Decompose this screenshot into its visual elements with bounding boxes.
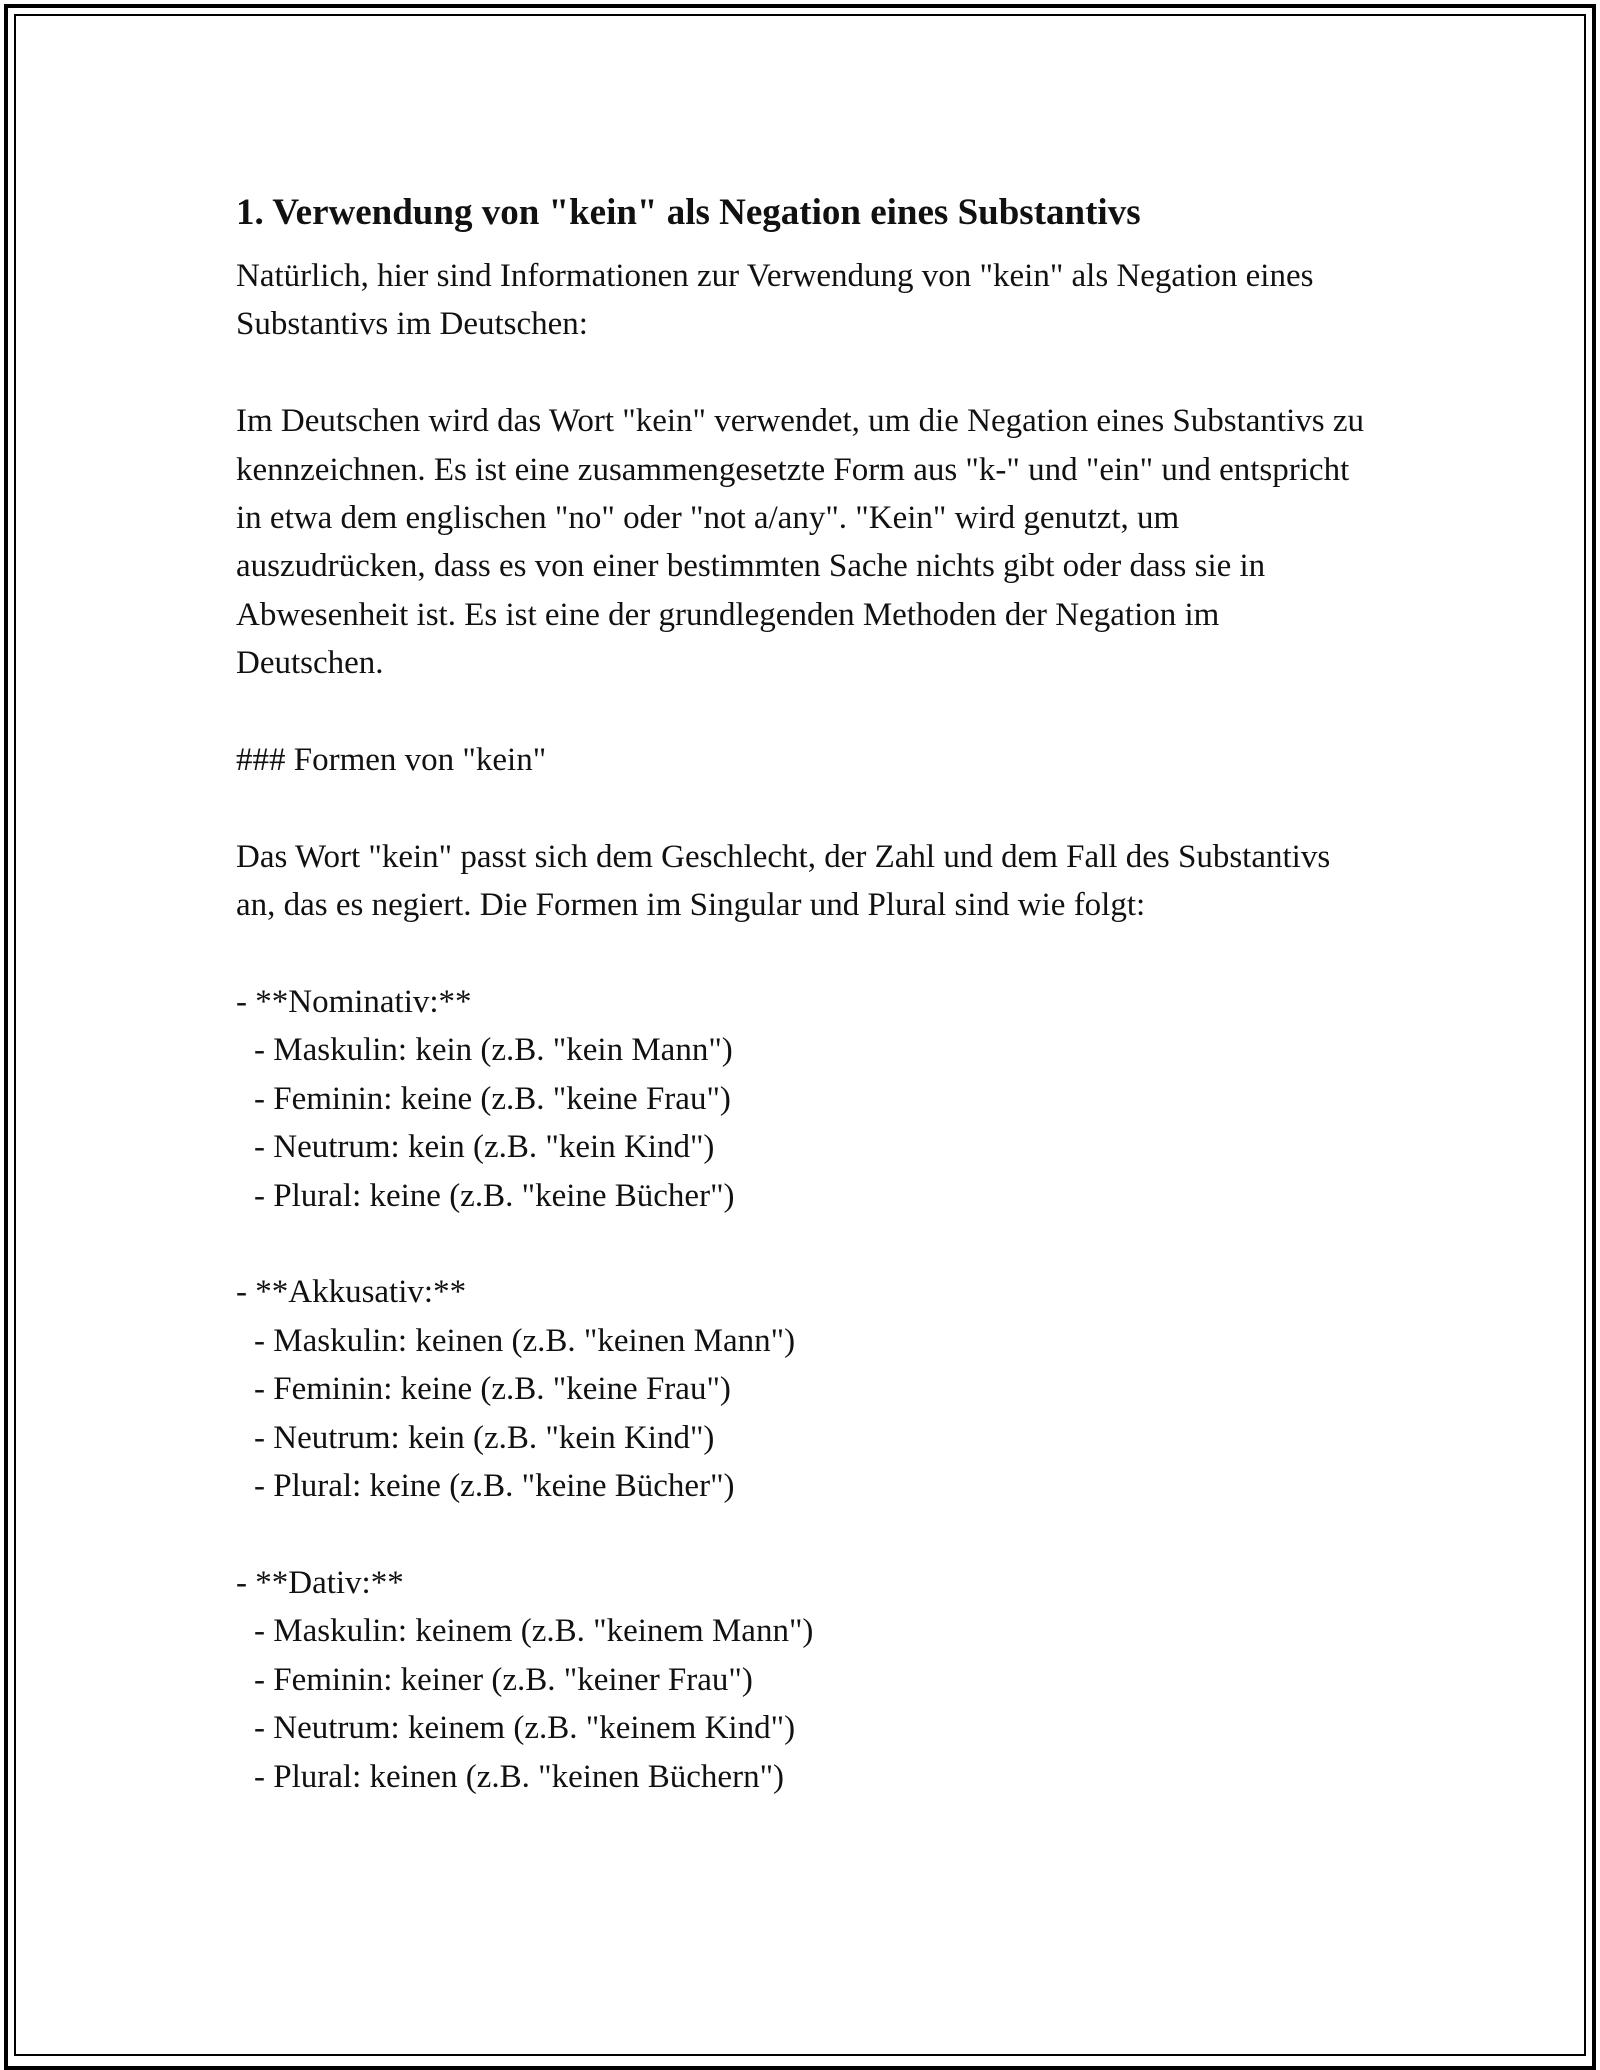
intro-paragraph: Natürlich, hier sind Informationen zur Verwendung von "kein" als Negation eines Substantivs im Deutschen: <box>236 258 1322 343</box>
list-item: - Plural: keine (z.B. "keine Bücher") <box>254 1177 735 1214</box>
case-heading-nominativ: - **Nominativ:** <box>236 984 472 1021</box>
description-paragraph: Im Deutschen wird das Wort "kein" verwendet, um die Negation eines Substantivs zu kennzeichnen. Es ist eine zusammengesetzte Form aus "k-" und "ein" und entspricht in etwa dem englischen "no" oder "not a/any". "Kein" wird genutzt, um auszudrücken, dass es von einer bestimmten Sache nichts gibt oder dass sie in Abwesenheit ist. Es ist eine der grundlegenden Methoden der Negation im Deutschen. <box>236 403 1373 682</box>
list-item: - Plural: keinen (z.B. "keinen Büchern") <box>254 1758 785 1795</box>
case-list-akkusativ <box>236 1268 1366 1510</box>
forms-subheading: ### Formen von "kein" <box>236 742 547 779</box>
document-title: 1. Verwendung von "kein" als Negation eines Substantivs <box>236 192 1141 233</box>
list-item: - Maskulin: kein (z.B. "kein Mann") <box>254 1032 733 1069</box>
list-item: - Maskulin: keinem (z.B. "keinem Mann") <box>254 1613 814 1650</box>
case-heading-akkusativ: - **Akkusativ:** <box>236 1274 467 1311</box>
list-item: - Neutrum: kein (z.B. "kein Kind") <box>254 1129 715 1166</box>
spacer <box>236 784 1366 832</box>
list-item: - Neutrum: keinem (z.B. "keinem Kind") <box>254 1710 796 1747</box>
document-body <box>236 186 1373 1801</box>
forms-paragraph: Das Wort "kein" passt sich dem Geschlecht, der Zahl und dem Fall des Substantivs an, das es negiert. Die Formen im Singular und Plural sind wie folgt: <box>236 838 1339 924</box>
spacer <box>236 930 1366 978</box>
spacer <box>236 1510 1366 1558</box>
spacer <box>236 349 1366 397</box>
list-item: - Neutrum: kein (z.B. "kein Kind") <box>254 1419 715 1456</box>
list-item: - Maskulin: keinen (z.B. "keinen Mann") <box>254 1322 796 1359</box>
case-heading-dativ: - **Dativ:** <box>236 1564 404 1601</box>
case-list-nominativ <box>236 978 1366 1220</box>
list-item: - Feminin: keine (z.B. "keine Frau") <box>254 1371 731 1408</box>
spacer <box>236 688 1366 736</box>
list-item: - Plural: keine (z.B. "keine Bücher") <box>254 1468 735 1505</box>
list-item: - Feminin: keiner (z.B. "keiner Frau") <box>254 1661 753 1698</box>
spacer <box>236 1220 1366 1268</box>
case-list-dativ <box>236 1559 1366 1801</box>
list-item: - Feminin: keine (z.B. "keine Frau") <box>254 1080 731 1117</box>
